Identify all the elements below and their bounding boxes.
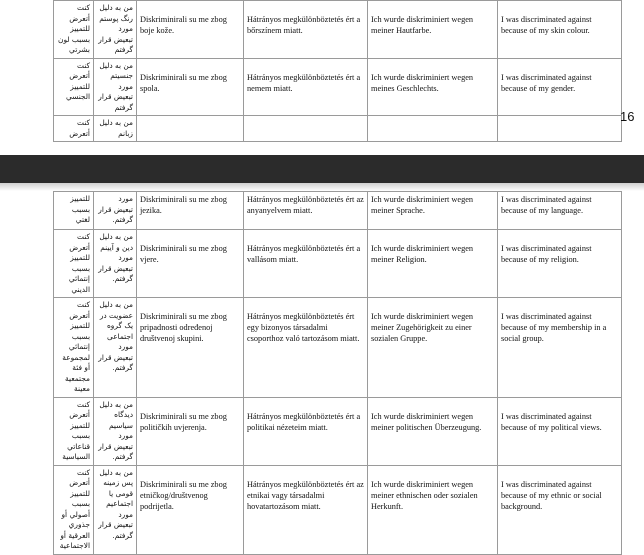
persian-cell: من به دلیل جنسیتم مورد تبعیض قرار گرفتم <box>94 58 137 116</box>
arabic-cell: کنت أتعرض للتمييز بسبب لون بشرتي <box>54 1 94 59</box>
translation-table-top <box>53 0 622 142</box>
persian-cell: من به دلیل پس زمینه قومی یا اجتماعیم مورد تبعیض قرار گرفتم. <box>94 465 137 554</box>
english-cell: I was discriminated against because of my skin colour. <box>498 1 622 59</box>
table-row <box>54 465 622 554</box>
arabic-cell: كنت أتعرض للتمييز بسبب إنتمائي لمجموعة أو فئة مجتمعية معينة <box>54 298 94 398</box>
table-row <box>54 397 622 465</box>
bosnian-cell: Diskriminirali su me zbog jezika. <box>137 192 244 230</box>
arabic-cell: كنت أتعرض للتمييز بسبب قناعاتي السياسية <box>54 397 94 465</box>
hungarian-cell: Hátrányos megkülönböztetés ért egy bizonyos társadalmi csoporthoz való tartozásom miatt. <box>244 298 368 398</box>
persian-cell: من به دلیل دیدگاه سیاسیم مورد تبعیض قرار گرفتم. <box>94 397 137 465</box>
german-cell: Ich wurde diskriminiert wegen meiner Sprache. <box>368 192 498 230</box>
document-page-bottom <box>0 191 644 550</box>
hungarian-cell: Hátrányos megkülönböztetés ért az anyanyelvem miatt. <box>244 192 368 230</box>
german-cell: Ich wurde diskriminiert wegen meiner Religion. <box>368 230 498 298</box>
arabic-cell: كنت أتعرض للتمييز بسبب إنتمائي الديني <box>54 230 94 298</box>
english-cell: I was discriminated against because of my membership in a social group. <box>498 298 622 398</box>
arabic-cell: كنت أتعرض <box>54 116 94 142</box>
persian-cell: من به دلیل زبانم <box>94 116 137 142</box>
english-cell: I was discriminated against because of my gender. <box>498 58 622 116</box>
table-row <box>54 298 622 398</box>
bosnian-cell: Diskriminirali su me zbog spola. <box>137 58 244 116</box>
persian-cell: من به دلیل رنگ پوستم مورد تبعیض قرار گرفتم <box>94 1 137 59</box>
persian-cell: من به دلیل دین و آیینم مورد تبعیض قرار گرفتم. <box>94 230 137 298</box>
hungarian-cell: Hátrányos megkülönböztetés ért az etnikai vagy társadalmi hovatartozásom miatt. <box>244 465 368 554</box>
english-cell: I was discriminated against because of my political views. <box>498 397 622 465</box>
german-cell <box>368 116 498 142</box>
german-cell: Ich wurde diskriminiert wegen meiner Hautfarbe. <box>368 1 498 59</box>
bosnian-cell <box>137 116 244 142</box>
persian-cell: من به دلیل عضویت در یک گروه اجتماعی مورد تبعیض قرار گرفتم. <box>94 298 137 398</box>
german-cell: Ich wurde diskriminiert wegen meiner politischen Überzeugung. <box>368 397 498 465</box>
bosnian-cell: Diskriminirali su me zbog političkih uvjerenja. <box>137 397 244 465</box>
english-cell: I was discriminated against because of my religion. <box>498 230 622 298</box>
hungarian-cell: Hátrányos megkülönböztetés ért a nemem miatt. <box>244 58 368 116</box>
table-row <box>54 1 622 59</box>
german-cell: Ich wurde diskriminiert wegen meines Geschlechts. <box>368 58 498 116</box>
table-row <box>54 192 622 230</box>
page-separator-shadow <box>0 183 644 191</box>
arabic-cell: كنت أتعرض للتمييز بسبب أصولي أو جذوري العرقية أو الاجتماعية <box>54 465 94 554</box>
document-page-top <box>0 0 644 155</box>
hungarian-cell <box>244 116 368 142</box>
persian-cell: مورد تبعیض قرار گرفتم. <box>94 192 137 230</box>
page-number: 16 <box>620 109 635 124</box>
table-row <box>54 116 622 142</box>
table-row <box>54 230 622 298</box>
hungarian-cell: Hátrányos megkülönböztetés ért a bőrszínem miatt. <box>244 1 368 59</box>
bosnian-cell: Diskriminirali su me zbog vjere. <box>137 230 244 298</box>
translation-table-bottom <box>53 191 622 555</box>
german-cell: Ich wurde diskriminiert wegen meiner ethnischen oder sozialen Herkunft. <box>368 465 498 554</box>
page-separator <box>0 155 644 183</box>
hungarian-cell: Hátrányos megkülönböztetés ért a vallásom miatt. <box>244 230 368 298</box>
bosnian-cell: Diskriminirali su me zbog etničkog/društvenog podrijetla. <box>137 465 244 554</box>
arabic-cell: للتمييز بسبب لغتي <box>54 192 94 230</box>
bosnian-cell: Diskriminirali su me zbog pripadnosti određenoj društvenoj skupini. <box>137 298 244 398</box>
english-cell: I was discriminated against because of my language. <box>498 192 622 230</box>
table-row <box>54 58 622 116</box>
german-cell: Ich wurde diskriminiert wegen meiner Zugehörigkeit zu einer sozialen Gruppe. <box>368 298 498 398</box>
english-cell: I was discriminated against because of my ethnic or social background. <box>498 465 622 554</box>
bosnian-cell: Diskriminirali su me zbog boje kože. <box>137 1 244 59</box>
hungarian-cell: Hátrányos megkülönböztetés ért a politikai nézeteim miatt. <box>244 397 368 465</box>
arabic-cell: كنت أتعرض للتمييز الجنسي <box>54 58 94 116</box>
english-cell <box>498 116 622 142</box>
